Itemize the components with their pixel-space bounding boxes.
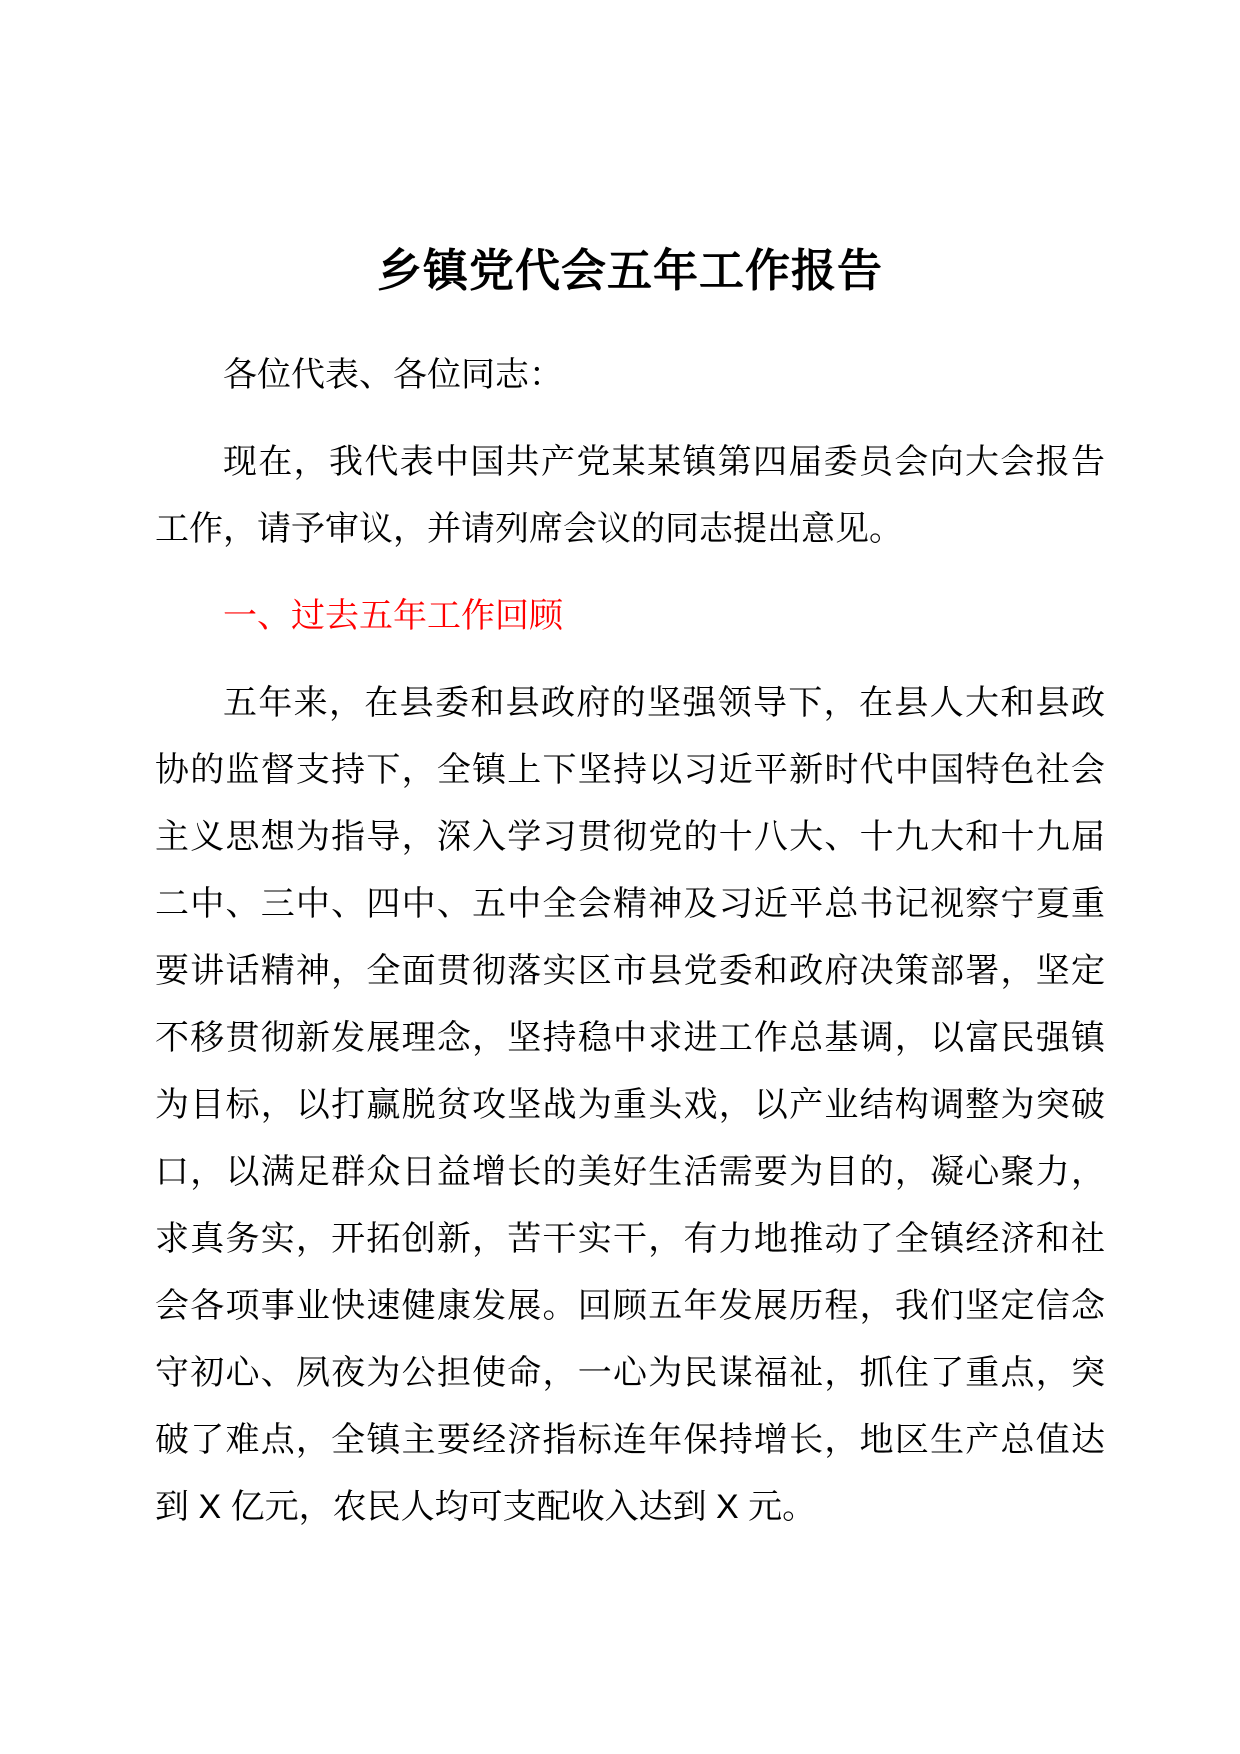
- intro-paragraph: 现在，我代表中国共产党某某镇第四届委员会向大会报告工作，请予审议，并请列席会议的同志提出意见。: [155, 443, 1105, 548]
- section-heading-part-one: 一、过去五年工作回顾: [223, 597, 563, 635]
- salutation-line: 各位代表、各位同志：: [223, 356, 563, 394]
- document-title: 乡镇党代会五年工作报告: [376, 245, 883, 296]
- body-paragraph: 五年来，在县委和县政府的坚强领导下，在县人大和县政协的监督支持下，全镇上下坚持以习近平新时代中国特色社会主义思想为指导，深入学习贯彻党的十八大、十九大和十九届二中、三中、四中、五中全会精神及习近平总书记视察宁夏重要讲话精神，全面贯彻落实区市县党委和政府决策部署，坚定不移贯彻新发展理念，坚持稳中求进工作总基调，以富民强镇为目标，以打赢脱贫攻坚战为重头戏，以产业结构调整为突破口，以满足群众日益增长的美好生活需要为目的，凝心聚力，求真务实，开拓创新，苦干实干，有力地推动了全镇经济和社会各项事业快速健康发展。回顾五年发展历程，我们坚定信念守初心、夙夜为公担使命，一心为民谋福祉，抓住了重点，突破了难点，全镇主要经济指标连年保持增长，地区生产总值达到 X 亿元，农民人均可支配收入达到 X 元。: [155, 684, 1105, 1526]
